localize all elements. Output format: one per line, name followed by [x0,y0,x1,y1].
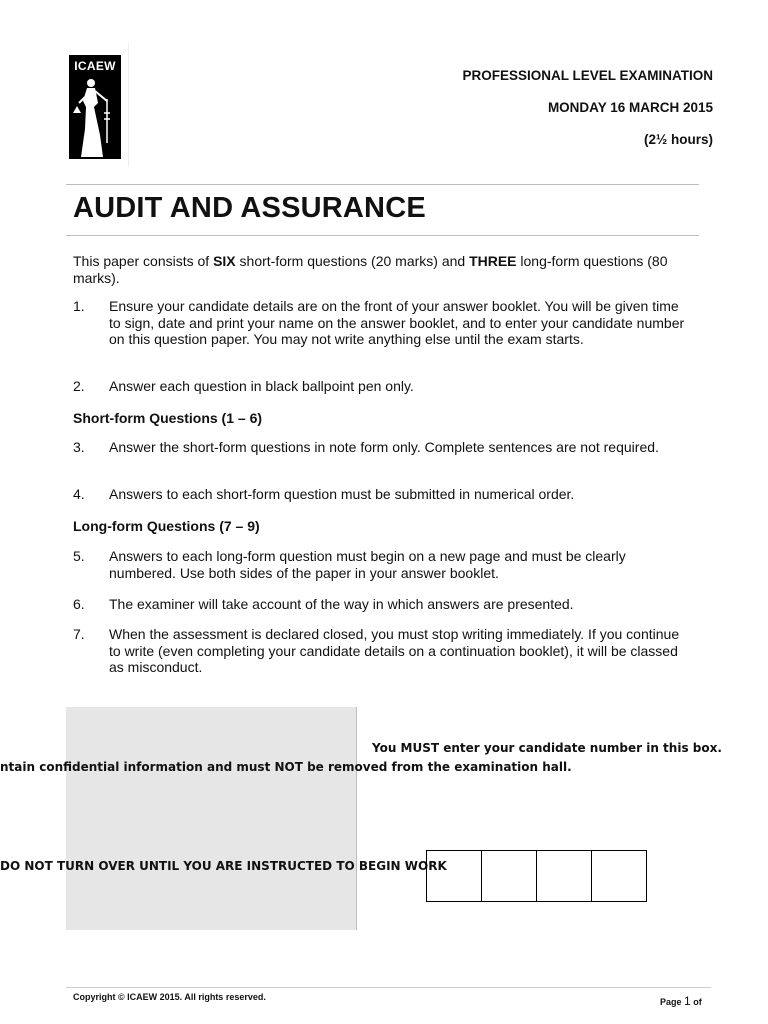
instruction-item: 7. When the assessment is declared closed, you must stop writing immediately. If you continue to write (even completing your candidate details on a continuation booklet), it will be classed as misconduct. [73,626,680,675]
instruction-item: 3. Answer the short-form questions in note form only. Complete sentences are not required. [73,439,659,455]
do-not-turn-notice: DO NOT TURN OVER UNTIL YOU ARE INSTRUCTED TO BEGIN WORK [0,859,447,873]
title-divider [66,235,699,236]
copyright-notice: Copyright © ICAEW 2015. All rights reserved. [73,992,266,1002]
logo-text: ICAEW [74,59,116,73]
exam-duration: (2½ hours) [643,132,713,147]
candidate-number-digit-box[interactable] [482,851,537,901]
instruction-item: 4. Answers to each short-form question must be submitted in numerical order. [73,486,575,502]
instruction-item: 1. Ensure your candidate details are on the front of your answer booklet. You will be given time to sign, date and print your name on the answer booklet, and to enter your candidate number on this question paper. You may not write anything else until the exam starts. [73,298,685,347]
instruction-item: 5. Answers to each long-form question must begin on a new page and must be clearly numbered. Use both sides of the paper in your answer booklet. [73,548,626,581]
long-form-heading: Long-form Questions (7 – 9) [73,518,260,534]
exam-level: PROFESSIONAL LEVEL EXAMINATION [462,68,713,83]
grey-panel [66,707,357,930]
candidate-box-instruction: You MUST enter your candidate number in this box. [372,741,722,755]
footer-divider [66,987,711,988]
confidential-notice: ntain confidential information and must NOT be removed from the examination hall. [0,760,572,774]
instruction-item: 2. Answer each question in black ballpoint pen only. [73,378,414,394]
justice-figure-icon [69,73,121,159]
short-form-heading: Short-form Questions (1 – 6) [73,410,263,426]
header-divider [66,184,699,185]
instruction-item: 6. The examiner will take account of the way in which answers are presented. [73,596,574,612]
page-number: Page 1 of [660,994,702,1008]
candidate-number-digit-box[interactable] [592,851,646,901]
intro-paragraph: This paper consists of SIX short-form questions (20 marks) and THREE long-form questions (80 marks). [73,253,668,286]
exam-date: MONDAY 16 MARCH 2015 [547,100,713,115]
candidate-number-boxes [426,850,647,902]
paper-title: AUDIT AND ASSURANCE [73,192,426,224]
icaew-logo [62,43,129,167]
candidate-number-digit-box[interactable] [427,851,482,901]
candidate-number-digit-box[interactable] [537,851,592,901]
